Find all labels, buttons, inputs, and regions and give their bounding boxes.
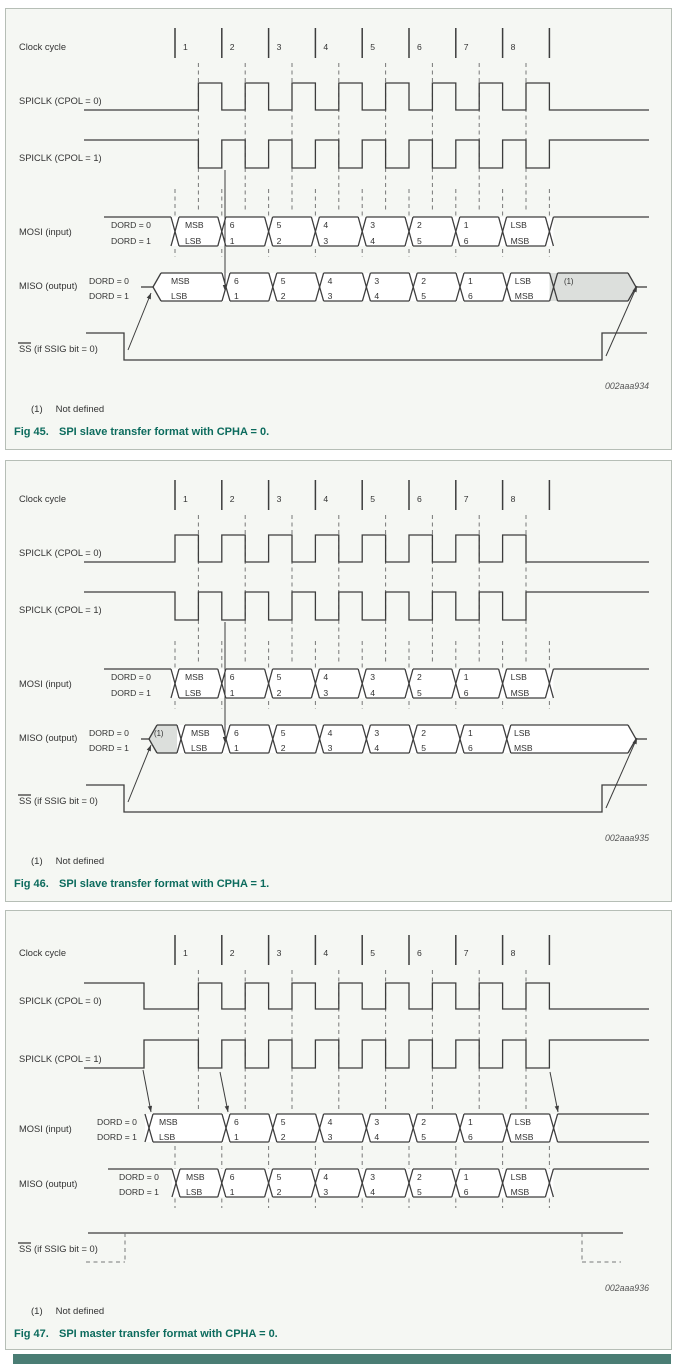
- svg-text:4: 4: [374, 1132, 380, 1142]
- svg-text:3: 3: [370, 672, 375, 682]
- svg-text:SS: SS: [19, 1244, 32, 1254]
- figure-panel-fig46: [5, 460, 672, 902]
- figure-id: 002aaa936: [604, 1283, 649, 1293]
- svg-text:5: 5: [370, 494, 375, 504]
- svg-text:2: 2: [417, 220, 422, 230]
- svg-text:6: 6: [463, 688, 469, 698]
- svg-text:LSB: LSB: [159, 1132, 176, 1142]
- svg-text:MSB: MSB: [186, 1172, 205, 1182]
- svg-text:5: 5: [276, 220, 282, 230]
- svg-text:4: 4: [323, 1172, 329, 1182]
- svg-text:3: 3: [276, 42, 282, 52]
- svg-text:DORD = 0: DORD = 0: [111, 672, 151, 682]
- svg-text:6: 6: [417, 494, 422, 504]
- svg-text:6: 6: [463, 236, 469, 246]
- note-ref: (1): [31, 856, 43, 867]
- note-text: Not defined: [55, 404, 105, 415]
- svg-text:DORD = 1: DORD = 1: [97, 1132, 137, 1142]
- svg-text:6: 6: [229, 1172, 235, 1182]
- svg-text:SPICLK (CPOL = 0): SPICLK (CPOL = 0): [19, 96, 102, 106]
- svg-text:3: 3: [276, 494, 282, 504]
- figure-panel-fig45: [5, 8, 672, 450]
- svg-text:3: 3: [323, 688, 329, 698]
- svg-text:SPICLK (CPOL = 1): SPICLK (CPOL = 1): [19, 153, 102, 163]
- svg-text:DORD = 1: DORD = 1: [111, 236, 151, 246]
- svg-text:(if SSIG bit = 0): (if SSIG bit = 0): [34, 1244, 98, 1254]
- svg-text:SPICLK (CPOL = 0): SPICLK (CPOL = 0): [19, 548, 102, 558]
- svg-text:5: 5: [421, 743, 426, 753]
- svg-text:4: 4: [323, 42, 329, 52]
- svg-text:SS: SS: [19, 796, 32, 806]
- svg-text:DORD = 1: DORD = 1: [89, 291, 129, 301]
- svg-text:1: 1: [234, 743, 239, 753]
- figure-note: [31, 856, 104, 867]
- svg-text:7: 7: [463, 494, 469, 504]
- svg-text:MOSI (input): MOSI (input): [19, 1124, 72, 1134]
- svg-text:1: 1: [468, 728, 473, 738]
- svg-text:3: 3: [323, 1187, 329, 1197]
- svg-text:6: 6: [229, 220, 235, 230]
- svg-text:4: 4: [327, 728, 333, 738]
- svg-text:MSB: MSB: [510, 688, 530, 698]
- svg-text:7: 7: [463, 42, 469, 52]
- svg-text:6: 6: [463, 1187, 469, 1197]
- svg-text:1: 1: [234, 1132, 239, 1142]
- figure-title: SPI slave transfer format with CPHA = 1.: [59, 878, 270, 890]
- svg-text:MSB: MSB: [510, 236, 530, 246]
- svg-text:MSB: MSB: [171, 276, 190, 286]
- svg-text:5: 5: [421, 1132, 426, 1142]
- svg-text:4: 4: [370, 236, 375, 246]
- svg-text:4: 4: [323, 220, 329, 230]
- svg-text:2: 2: [280, 743, 286, 753]
- svg-text:5: 5: [421, 291, 426, 301]
- note-text: Not defined: [55, 856, 105, 867]
- svg-text:6: 6: [417, 948, 422, 958]
- svg-text:3: 3: [327, 291, 333, 301]
- svg-text:LSB: LSB: [510, 672, 527, 682]
- svg-text:LSB: LSB: [514, 728, 531, 738]
- svg-text:5: 5: [417, 1187, 422, 1197]
- svg-text:2: 2: [280, 291, 286, 301]
- svg-text:MSB: MSB: [159, 1117, 178, 1127]
- svg-text:(if SSIG bit = 0): (if SSIG bit = 0): [34, 796, 98, 806]
- svg-text:8: 8: [510, 948, 516, 958]
- svg-text:4: 4: [327, 1117, 333, 1127]
- svg-text:1: 1: [463, 1172, 469, 1182]
- svg-text:8: 8: [510, 494, 516, 504]
- svg-text:1: 1: [229, 688, 235, 698]
- svg-text:2: 2: [276, 1187, 282, 1197]
- svg-text:MOSI (input): MOSI (input): [19, 679, 72, 689]
- svg-text:LSB: LSB: [185, 688, 202, 698]
- svg-text:5: 5: [417, 236, 422, 246]
- note-text: Not defined: [55, 1306, 105, 1317]
- svg-text:MISO (output): MISO (output): [19, 1179, 78, 1189]
- svg-text:1: 1: [463, 672, 469, 682]
- svg-text:2: 2: [280, 1132, 286, 1142]
- svg-text:LSB: LSB: [514, 1117, 532, 1127]
- svg-text:6: 6: [417, 42, 422, 52]
- svg-text:3: 3: [327, 1132, 333, 1142]
- svg-text:MSB: MSB: [510, 1187, 530, 1197]
- svg-text:MSB: MSB: [514, 1132, 534, 1142]
- spi-slave-cpha1-timing-diagram: [6, 461, 671, 855]
- svg-text:4: 4: [374, 743, 380, 753]
- spi-master-cpha0-timing-diagram: [6, 911, 671, 1305]
- figure-panel-fig47: [5, 910, 672, 1350]
- svg-text:4: 4: [327, 276, 333, 286]
- svg-text:1: 1: [183, 494, 188, 504]
- svg-text:DORD = 0: DORD = 0: [119, 1172, 159, 1182]
- svg-text:LSB: LSB: [186, 1187, 203, 1197]
- svg-text:MSB: MSB: [514, 743, 533, 753]
- svg-text:DORD = 0: DORD = 0: [97, 1117, 137, 1127]
- figure-note: [31, 1306, 104, 1317]
- svg-text:3: 3: [374, 1117, 380, 1127]
- svg-text:(if SSIG bit = 0): (if SSIG bit = 0): [34, 344, 98, 354]
- svg-text:1: 1: [183, 42, 188, 52]
- svg-text:DORD = 0: DORD = 0: [89, 728, 129, 738]
- svg-text:1: 1: [468, 1117, 473, 1127]
- svg-text:4: 4: [374, 291, 380, 301]
- svg-text:2: 2: [421, 276, 426, 286]
- figure-number: Fig 45.: [14, 426, 49, 438]
- svg-text:1: 1: [234, 291, 239, 301]
- svg-text:1: 1: [229, 1187, 235, 1197]
- figure-caption: [14, 426, 269, 438]
- svg-text:DORD = 0: DORD = 0: [89, 276, 129, 286]
- svg-text:DORD = 1: DORD = 1: [111, 688, 151, 698]
- svg-text:2: 2: [229, 494, 235, 504]
- note-ref: (1): [31, 404, 43, 415]
- svg-text:5: 5: [280, 1117, 286, 1127]
- svg-text:1: 1: [468, 276, 473, 286]
- bottom-section-bar: [13, 1354, 671, 1364]
- svg-text:7: 7: [463, 948, 469, 958]
- svg-text:6: 6: [468, 1132, 473, 1142]
- figure-id: 002aaa934: [604, 381, 649, 391]
- figure-id: 002aaa935: [604, 833, 649, 843]
- svg-text:3: 3: [276, 948, 282, 958]
- svg-text:LSB: LSB: [514, 276, 532, 286]
- svg-text:4: 4: [370, 688, 375, 698]
- svg-text:5: 5: [370, 42, 375, 52]
- svg-text:3: 3: [374, 728, 380, 738]
- svg-text:5: 5: [280, 728, 286, 738]
- note-ref: (1): [31, 1306, 43, 1317]
- figure-number: Fig 47.: [14, 1328, 49, 1340]
- svg-text:DORD = 0: DORD = 0: [111, 220, 151, 230]
- svg-text:5: 5: [370, 948, 375, 958]
- figure-title: SPI slave transfer format with CPHA = 0.: [59, 426, 270, 438]
- svg-text:MSB: MSB: [185, 672, 204, 682]
- svg-text:Clock cycle: Clock cycle: [19, 42, 67, 52]
- spi-slave-cpha0-timing-diagram: [6, 9, 671, 403]
- svg-text:LSB: LSB: [191, 743, 208, 753]
- svg-text:MOSI (input): MOSI (input): [19, 227, 72, 237]
- svg-text:4: 4: [323, 948, 329, 958]
- svg-text:3: 3: [327, 743, 333, 753]
- svg-text:MISO (output): MISO (output): [19, 733, 78, 743]
- svg-text:5: 5: [280, 276, 286, 286]
- svg-text:6: 6: [468, 743, 473, 753]
- svg-text:LSB: LSB: [185, 236, 202, 246]
- svg-text:2: 2: [229, 948, 235, 958]
- svg-text:6: 6: [468, 291, 473, 301]
- svg-text:Clock cycle: Clock cycle: [19, 494, 67, 504]
- figure-title: SPI master transfer format with CPHA = 0.: [59, 1328, 278, 1340]
- svg-text:2: 2: [421, 1117, 426, 1127]
- svg-text:4: 4: [323, 672, 329, 682]
- svg-text:LSB: LSB: [510, 220, 527, 230]
- svg-text:MSB: MSB: [191, 728, 210, 738]
- svg-text:6: 6: [229, 672, 235, 682]
- svg-text:DORD = 1: DORD = 1: [89, 743, 129, 753]
- svg-text:3: 3: [370, 1172, 375, 1182]
- svg-text:4: 4: [370, 1187, 375, 1197]
- svg-text:(1): (1): [564, 277, 574, 286]
- svg-text:SPICLK (CPOL = 0): SPICLK (CPOL = 0): [19, 996, 102, 1006]
- svg-text:2: 2: [417, 1172, 422, 1182]
- figure-number: Fig 46.: [14, 878, 49, 890]
- svg-text:3: 3: [323, 236, 329, 246]
- svg-text:6: 6: [234, 728, 239, 738]
- svg-text:MISO (output): MISO (output): [19, 281, 78, 291]
- svg-text:2: 2: [421, 728, 426, 738]
- svg-text:DORD = 1: DORD = 1: [119, 1187, 159, 1197]
- figure-note: [31, 404, 104, 415]
- figure-caption: [14, 878, 269, 890]
- svg-text:1: 1: [463, 220, 469, 230]
- svg-text:5: 5: [276, 672, 282, 682]
- svg-text:2: 2: [276, 688, 282, 698]
- svg-text:1: 1: [229, 236, 235, 246]
- svg-text:5: 5: [276, 1172, 282, 1182]
- svg-text:6: 6: [234, 1117, 239, 1127]
- svg-text:MSB: MSB: [514, 291, 534, 301]
- figure-caption: [14, 1328, 278, 1340]
- svg-text:Clock cycle: Clock cycle: [19, 948, 67, 958]
- svg-text:2: 2: [276, 236, 282, 246]
- svg-text:5: 5: [417, 688, 422, 698]
- svg-text:LSB: LSB: [171, 291, 188, 301]
- svg-text:MSB: MSB: [185, 220, 204, 230]
- svg-text:3: 3: [374, 276, 380, 286]
- svg-text:SPICLK (CPOL = 1): SPICLK (CPOL = 1): [19, 605, 102, 615]
- svg-text:1: 1: [183, 948, 188, 958]
- svg-text:2: 2: [229, 42, 235, 52]
- svg-text:LSB: LSB: [510, 1172, 527, 1182]
- svg-text:4: 4: [323, 494, 329, 504]
- svg-text:SPICLK (CPOL = 1): SPICLK (CPOL = 1): [19, 1054, 102, 1064]
- svg-text:8: 8: [510, 42, 516, 52]
- svg-text:6: 6: [234, 276, 239, 286]
- svg-text:(1): (1): [154, 729, 164, 738]
- svg-text:2: 2: [417, 672, 422, 682]
- svg-text:3: 3: [370, 220, 375, 230]
- svg-text:SS: SS: [19, 344, 32, 354]
